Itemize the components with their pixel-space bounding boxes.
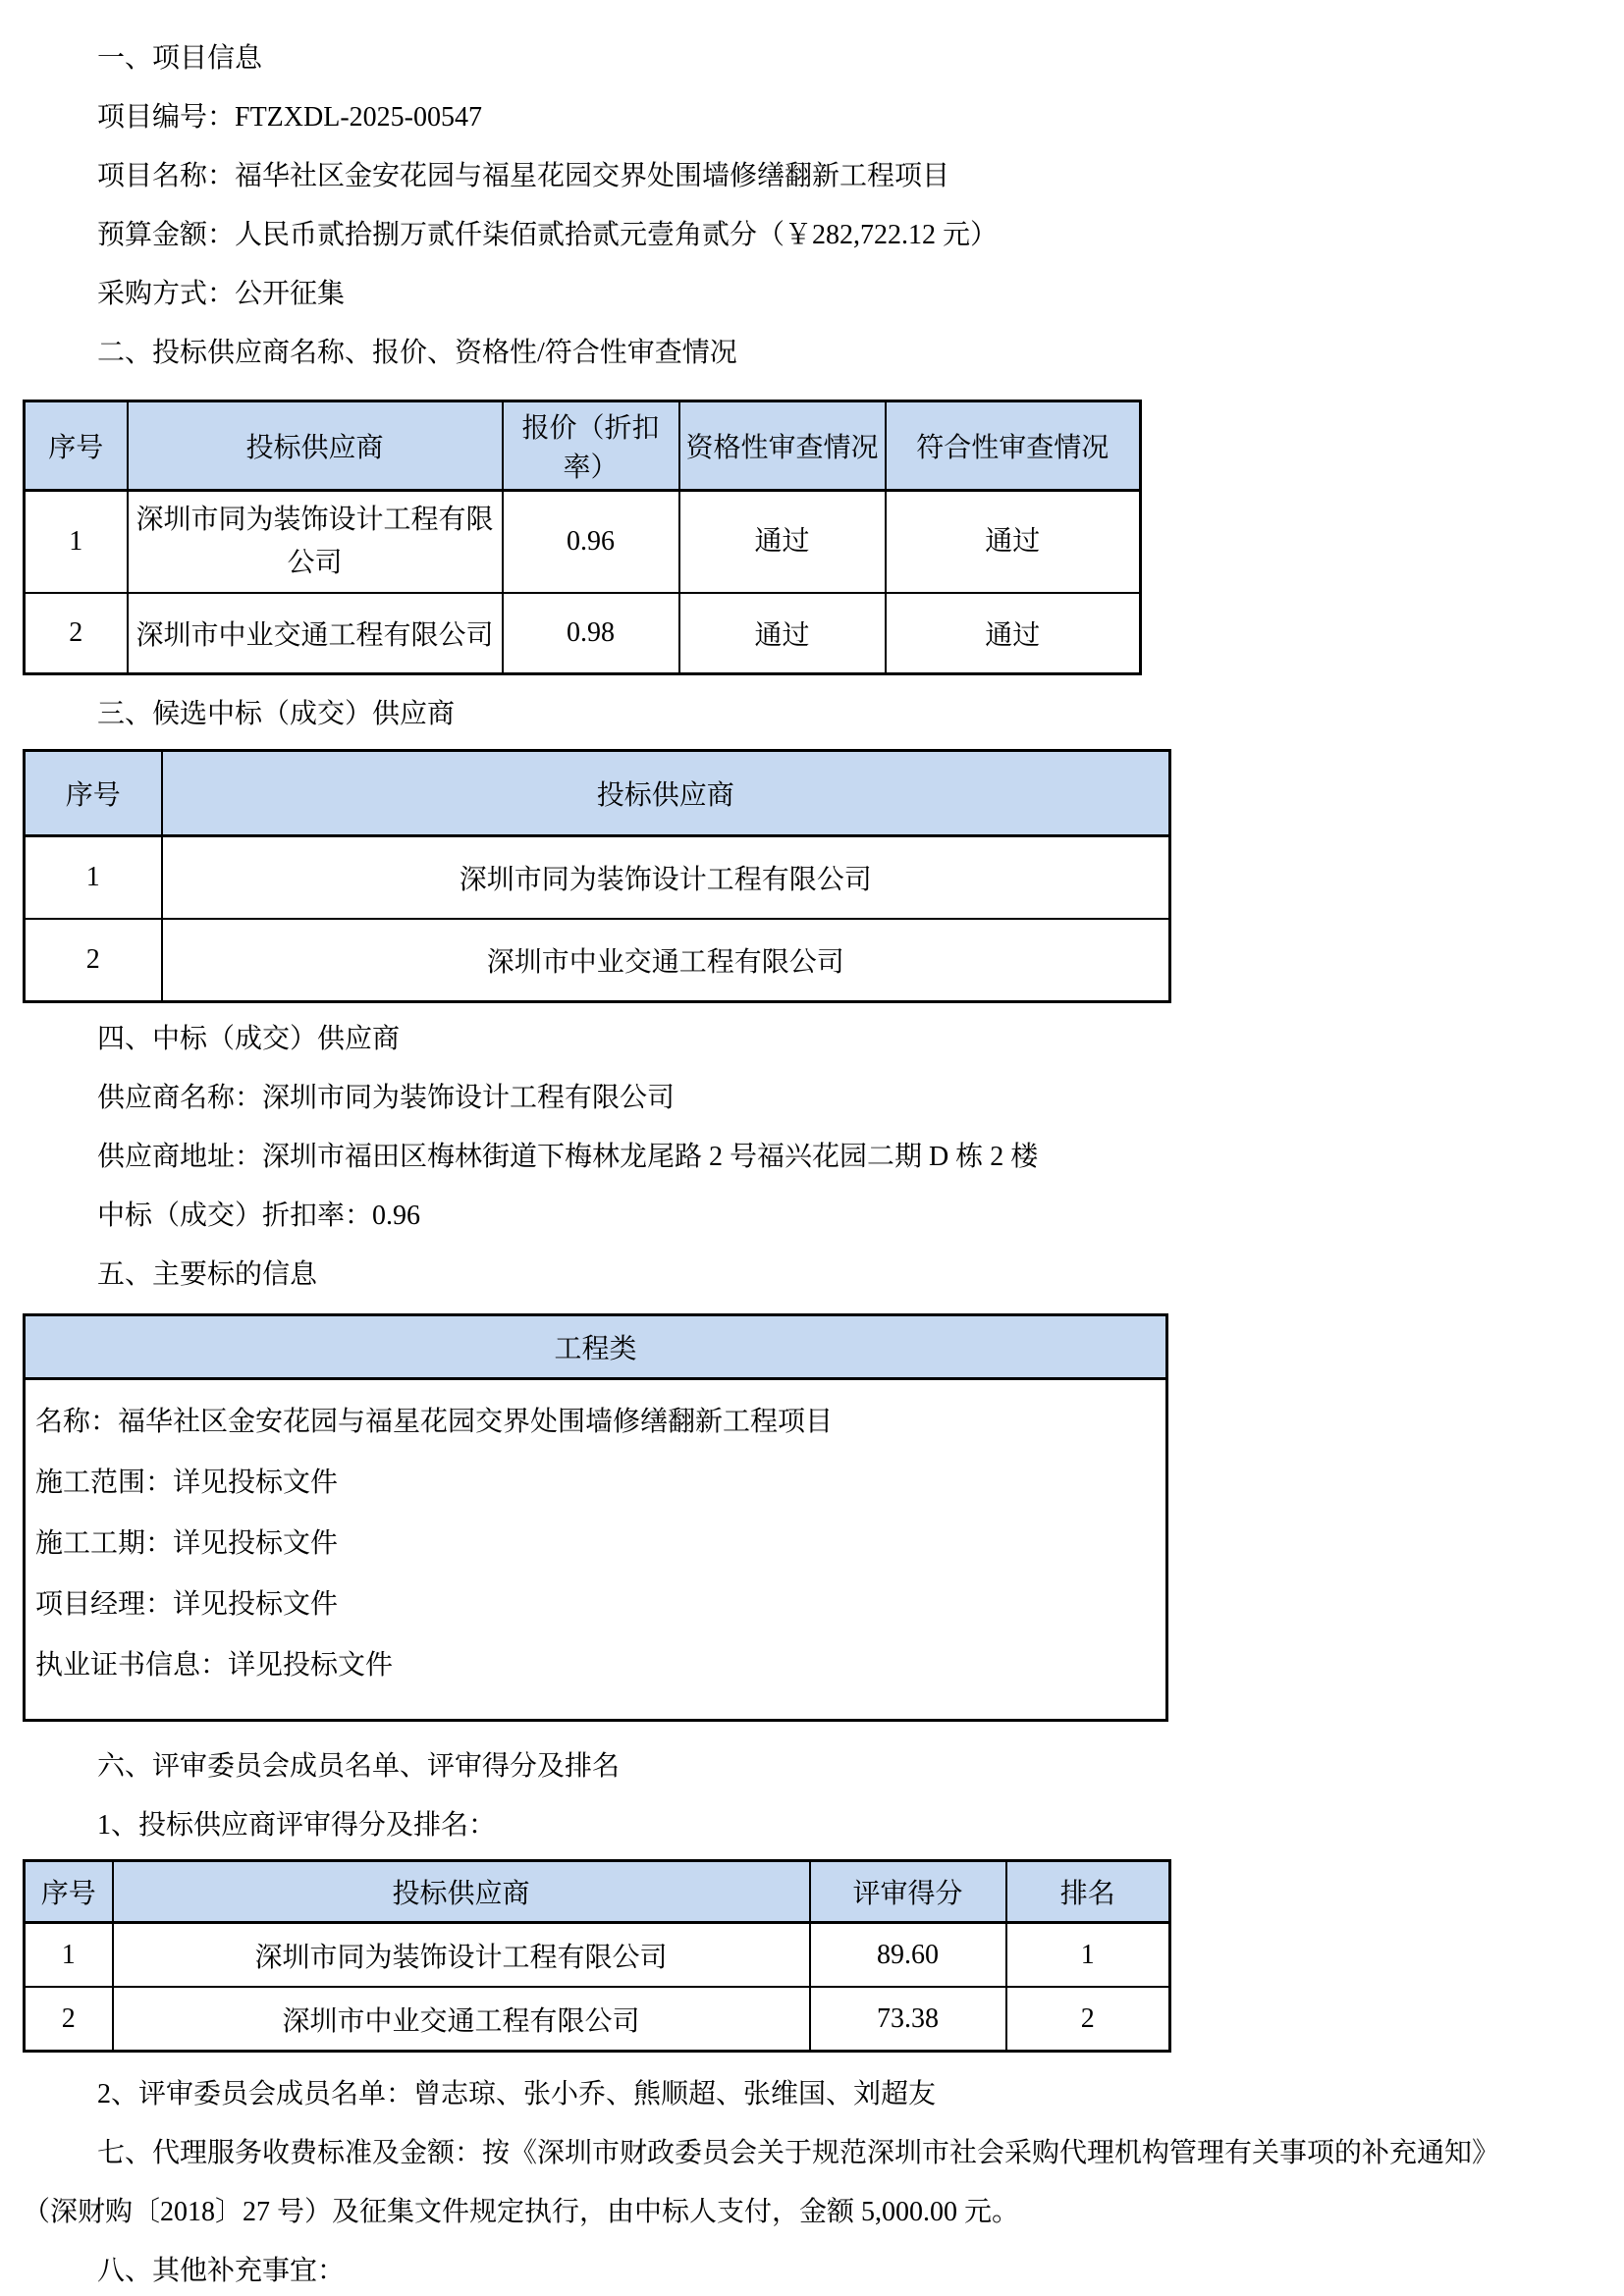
section6-title: 六、评审委员会成员名单、评审得分及排名 [97, 1751, 621, 1782]
supplier-cell: 深圳市同为装饰设计工程有限公司 [113, 1923, 810, 1988]
subject-info-cell [25, 1379, 1167, 1721]
col-header-supplier: 投标供应商 [128, 401, 503, 491]
table-row [25, 1923, 1170, 1988]
section2-title: 二、投标供应商名称、报价、资格性/符合性审查情况 [97, 338, 737, 368]
winner-address-line: 供应商地址：深圳市福田区梅林街道下梅林龙尾路 2 号福兴花园二期 D 栋 2 楼 [97, 1142, 1039, 1172]
price-cell: 0.98 [503, 593, 679, 674]
seq-cell: 1 [25, 491, 128, 594]
conformity-cell: 通过 [886, 593, 1141, 674]
subject-category-header: 工程类 [25, 1315, 1167, 1379]
subject-info-table [23, 1313, 1168, 1722]
score-cell: 89.60 [810, 1923, 1006, 1988]
col-header-rank: 排名 [1006, 1861, 1170, 1923]
col-header-qualification: 资格性审查情况 [679, 401, 886, 491]
col-header-seq: 序号 [25, 1861, 113, 1923]
table-row [25, 1987, 1170, 2052]
section7-line1: 七、代理服务收费标准及金额：按《深圳市财政委员会关于规范深圳市社会采购代理机构管理有关事项的补充通知》 [97, 2138, 1500, 2168]
project-manager-line: 项目经理：详见投标文件 [35, 1589, 339, 1620]
construction-scope-line: 施工范围：详见投标文件 [35, 1468, 339, 1498]
certificate-info-line: 执业证书信息：详见投标文件 [35, 1650, 394, 1681]
seq-cell: 2 [25, 919, 162, 1002]
table-row [25, 836, 1170, 920]
supplier-cell: 深圳市中业交通工程有限公司 [113, 1987, 810, 2052]
section7-line2: （深财购〔2018〕27 号）及征集文件规定执行，由中标人支付，金额 5,000.00 元。 [23, 2197, 1020, 2227]
score-ranking-table [23, 1859, 1171, 2053]
table-header-row [25, 401, 1141, 491]
section5-title: 五、主要标的信息 [97, 1259, 318, 1290]
qualification-cell: 通过 [679, 593, 886, 674]
col-header-price: 报价（折扣率） [503, 401, 679, 491]
table-header-row [25, 1861, 1170, 1923]
supplier-cell: 深圳市中业交通工程有限公司 [128, 593, 503, 674]
section1-title: 一、项目信息 [97, 43, 263, 74]
rank-cell: 2 [1006, 1987, 1170, 2052]
col-header-supplier: 投标供应商 [162, 751, 1170, 836]
supplier-cell: 深圳市同为装饰设计工程有限公司 [162, 836, 1170, 920]
construction-period-line: 施工工期：详见投标文件 [35, 1528, 339, 1559]
winner-name-line: 供应商名称：深圳市同为装饰设计工程有限公司 [97, 1083, 676, 1113]
section3-title: 三、候选中标（成交）供应商 [97, 699, 456, 729]
col-header-score: 评审得分 [810, 1861, 1006, 1923]
conformity-cell: 通过 [886, 491, 1141, 594]
seq-cell: 2 [25, 1987, 113, 2052]
seq-cell: 1 [25, 1923, 113, 1988]
rank-cell: 1 [1006, 1923, 1170, 1988]
winner-discount-line: 中标（成交）折扣率：0.96 [97, 1201, 421, 1231]
procurement-method-line: 采购方式：公开征集 [97, 279, 346, 309]
table-row [25, 593, 1141, 674]
col-header-conformity: 符合性审查情况 [886, 401, 1141, 491]
table-row [25, 491, 1141, 594]
price-cell: 0.96 [503, 491, 679, 594]
section6-sub1: 1、投标供应商评审得分及排名： [97, 1810, 497, 1841]
table-header-row [25, 751, 1170, 836]
supplier-cell: 深圳市中业交通工程有限公司 [162, 919, 1170, 1002]
project-name-line: 项目名称：福华社区金安花园与福星花园交界处围墙修缮翻新工程项目 [97, 161, 950, 191]
table-row [25, 919, 1170, 1002]
section4-title: 四、中标（成交）供应商 [97, 1024, 401, 1054]
col-header-supplier: 投标供应商 [113, 1861, 810, 1923]
budget-amount-line: 预算金额：人民币贰拾捌万贰仟柒佰贰拾贰元壹角贰分（￥282,722.12 元） [97, 220, 999, 250]
table-header-row [25, 1315, 1167, 1379]
seq-cell: 2 [25, 593, 128, 674]
supplier-cell: 深圳市同为装饰设计工程有限公司 [128, 491, 503, 594]
table-row [25, 1379, 1167, 1721]
bid-review-table [23, 400, 1142, 675]
qualification-cell: 通过 [679, 491, 886, 594]
score-cell: 73.38 [810, 1987, 1006, 2052]
col-header-seq: 序号 [25, 751, 162, 836]
col-header-seq: 序号 [25, 401, 128, 491]
section6-sub2: 2、评审委员会成员名单：曾志琼、张小乔、熊顺超、张维国、刘超友 [97, 2079, 937, 2109]
subject-name-line: 名称：福华社区金安花园与福星花园交界处围墙修缮翻新工程项目 [35, 1407, 834, 1437]
candidate-supplier-table [23, 749, 1171, 1003]
seq-cell: 1 [25, 836, 162, 920]
section8-title: 八、其他补充事宜： [97, 2256, 346, 2286]
project-number-line: 项目编号：FTZXDL-2025-00547 [97, 102, 482, 133]
